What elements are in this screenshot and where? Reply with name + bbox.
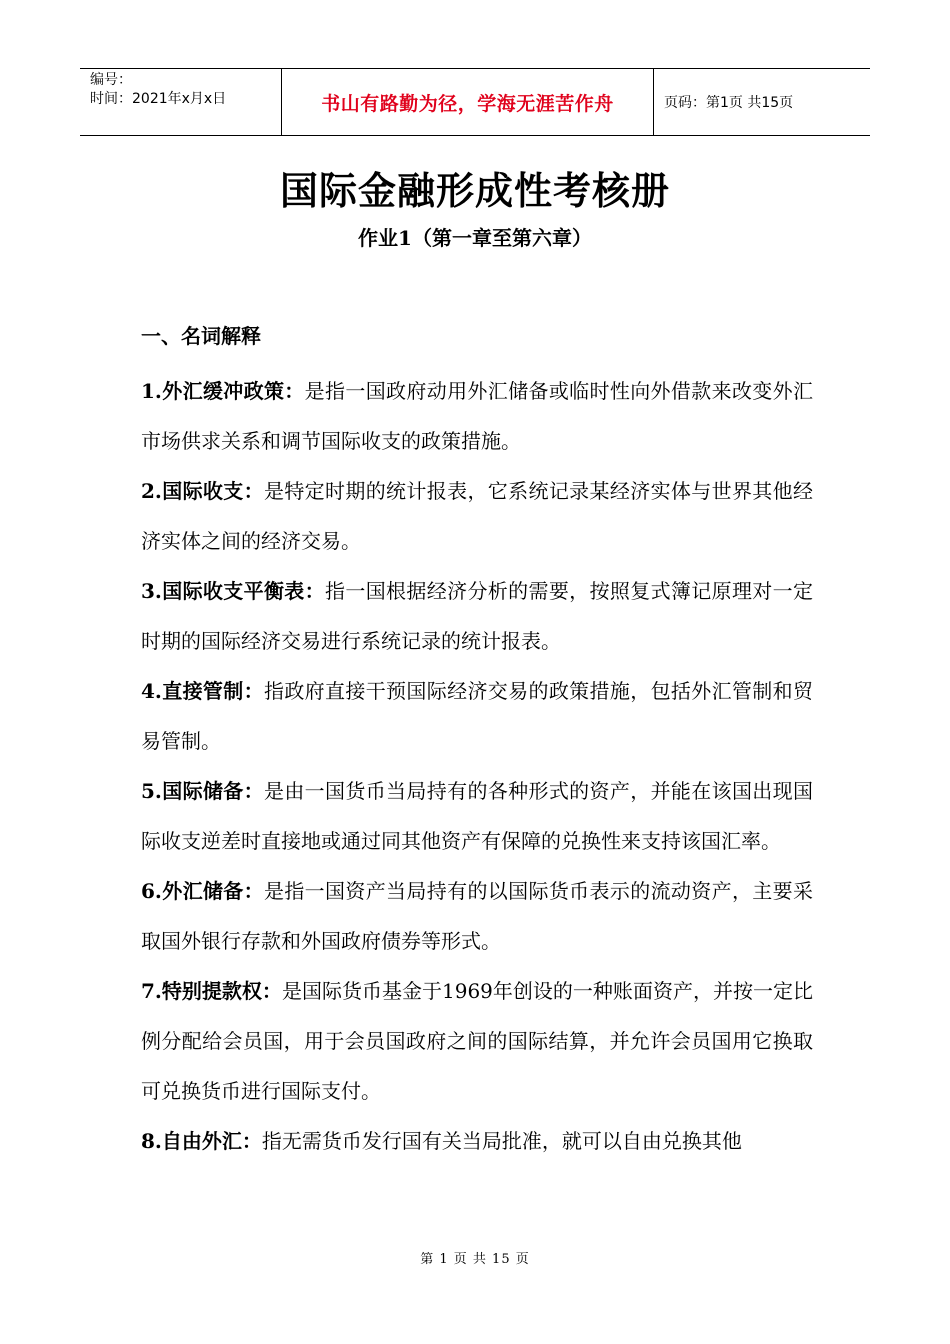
entry-definition: 是特定时期的统计报表，它系统记录某经济实体与世界其他经济实体之间的经济交易。	[141, 479, 813, 553]
section-heading: 一、名词解释	[141, 324, 261, 348]
page-footer: 第 1 页 共 15 页	[420, 1252, 530, 1267]
entry-definition: 指一国根据经济分析的需要，按照复式簿记原理对一定时期的国际经济交易进行系统记录的统计报表。	[141, 579, 814, 653]
entry-term: 5.国际储备：	[141, 779, 264, 803]
definition-entry	[141, 666, 813, 766]
entry-term: 8.自由外汇：	[141, 1129, 262, 1153]
definition-entry	[141, 566, 813, 666]
header-motto: 书山有路勤为径，学海无涯苦作舟	[282, 69, 654, 135]
document-title: 国际金融形成性考核册	[279, 169, 670, 213]
definition-entry	[141, 966, 813, 1116]
entry-definition: 是由一国货币当局持有的各种形式的资产，并能在该国出现国际收支逆差时直接地或通过同其他资产有保障的兑换性来支持该国汇率。	[141, 779, 813, 853]
definition-entry	[141, 466, 813, 566]
definition-entry	[141, 366, 813, 466]
document-subtitle: 作业1（第一章至第六章）	[358, 226, 592, 250]
entry-term: 6.外汇储备：	[141, 879, 264, 903]
entry-definition: 指无需货币发行国有关当局批准，就可以自由兑换其他	[261, 1129, 742, 1153]
entry-definition: 是指一国资产当局持有的以国际货币表示的流动资产，主要采取国外银行存款和外国政府债券等形式。	[141, 879, 813, 953]
entry-definition: 是国际货币基金于1969年创设的一种账面资产，并按一定比例分配给会员国，用于会员国政府之间的国际结算，并允许会员国用它换取可兑换货币进行国际支付。	[141, 979, 813, 1103]
definition-list	[141, 366, 813, 1166]
definition-entry	[141, 866, 813, 966]
header-meta-cell	[80, 69, 282, 135]
entry-definition: 是指一国政府动用外汇储备或临时性向外借款来改变外汇市场供求关系和调节国际收支的政策措施。	[141, 379, 813, 453]
document-number-label: 编号：	[90, 72, 132, 88]
entry-term: 7.特别提款权：	[141, 979, 282, 1003]
entry-term: 2.国际收支：	[141, 479, 264, 503]
definition-entry	[141, 1116, 813, 1166]
document-date-label: 时间：2021年x月x日	[90, 91, 227, 107]
entry-term: 4.直接管制：	[141, 679, 264, 703]
header-page-info: 页码：第1页 共15页	[664, 95, 794, 111]
page-header	[80, 68, 870, 136]
entry-definition: 指政府直接干预国际经济交易的政策措施，包括外汇管制和贸易管制。	[141, 679, 813, 753]
entry-term: 1.外汇缓冲政策：	[141, 379, 305, 403]
definition-entry	[141, 766, 813, 866]
entry-term: 3.国际收支平衡表：	[141, 579, 326, 603]
